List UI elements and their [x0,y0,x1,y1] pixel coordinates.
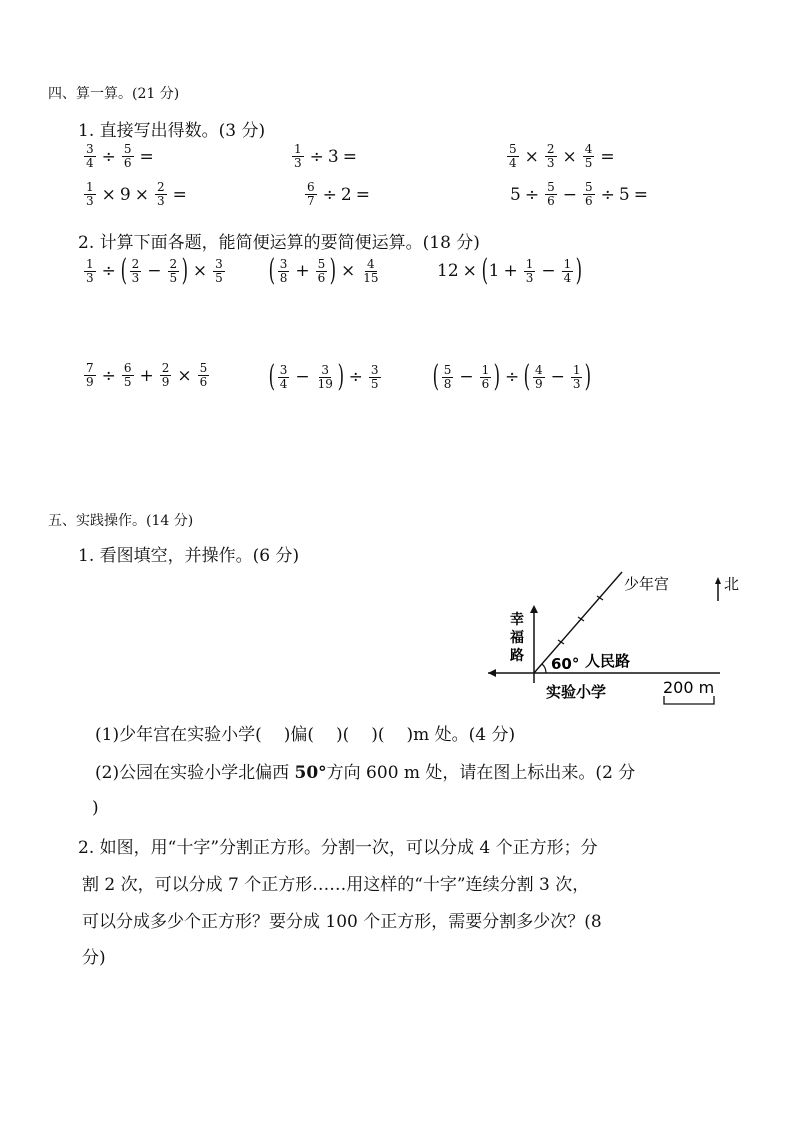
fraction: $\frac{1}{3}$ [86,256,94,285]
s5-q1-title: 1. 看图填空，并操作。(6 分) [78,546,300,566]
calc-1-1: $\frac{3}{4}$ ÷ $\frac{5}{6}$ = [86,142,154,170]
fraction: $\frac{5}{6}$ [547,180,555,208]
fraction: $\frac{3}{19}$ [317,362,333,391]
map-figure [480,565,750,715]
angle-label: 60° [551,655,580,673]
fraction: $\frac{3}{5}$ [370,362,379,391]
fraction: $\frac{4}{5}$ [584,142,593,170]
school-label: 实验小学 [546,683,607,701]
section-5-title: 五、实践操作。(14 分) [48,513,194,529]
road-v-label-1: 幸 [510,612,524,628]
fraction: $\frac{3}{4}$ [279,362,288,391]
palace-label: 少年宫 [624,575,670,593]
fraction: $\frac{5}{6}$ [584,180,593,208]
fraction: $\frac{1}{3}$ [572,362,581,391]
fraction: $\frac{5}{6}$ [317,256,326,285]
road-h-label: 人民路 [585,652,631,670]
expr-3: 12 × ( 1 + $\frac{1}{3}$ − $\frac{1}{4}$ ) [437,253,583,288]
fraction: $\frac{2}{9}$ [161,361,170,389]
fraction: $\frac{4}{9}$ [534,362,543,391]
calc-1-2: $\frac{1}{3}$ ÷ 3 = [294,142,357,170]
fraction: $\frac{2}{3}$ [156,180,165,208]
q1-title: 1. 直接写出得数。(3 分) [78,121,266,141]
fraction: $\frac{1}{4}$ [563,256,572,285]
expr-4: $\frac{7}{9}$ ÷ $\frac{6}{5}$ + $\frac{2}{9}$ × $\frac{5}{6}$ [86,361,208,389]
calc-2-1: $\frac{1}{3}$ × 9 × $\frac{2}{3}$ = [86,180,187,208]
scale-label: 200 m [663,678,715,697]
fraction: $\frac{2}{3}$ [131,256,140,285]
q2-title: 2. 计算下面各题，能简便运算的要简便运算。(18 分) [78,233,480,253]
fraction: $\frac{2}{3}$ [546,142,555,170]
north-arrow-head-icon [715,577,721,584]
arrow-left-icon [488,669,496,677]
fraction: $\frac{1}{3}$ [525,256,534,285]
fraction: $\frac{3}{5}$ [215,256,223,285]
fraction: $\frac{5}{8}$ [443,362,452,391]
road-v-label-2: 福 [510,630,524,646]
arrow-up-icon [530,605,538,613]
fraction: $\frac{3}{8}$ [279,256,288,285]
fraction: $\frac{6}{7}$ [307,180,315,208]
fraction: $\frac{1}{6}$ [481,362,490,391]
fraction: $\frac{2}{5}$ [169,256,178,285]
fraction: $\frac{1}{3}$ [86,180,94,208]
sub-question-1: (1)少年宫在实验小学( )偏( )( )( )m 处。(4 分) [95,725,516,745]
s5-q2-line-1: 2. 如图，用“十字”分割正方形。分割一次，可以分成 4 个正方形；分 [78,838,598,858]
north-label: 北 [724,575,740,593]
fraction: $\frac{7}{9}$ [86,361,94,389]
calc-2-3: 5 ÷ $\frac{5}{6}$ − $\frac{5}{6}$ ÷ 5 = [510,180,648,208]
expr-1: $\frac{1}{3}$ ÷ ( $\frac{2}{3}$ − $\frac{2}{5}$ ) × $\frac{3}{5}$ [86,253,223,288]
scale-bar [664,696,714,704]
fraction: $\frac{5}{4}$ [509,142,517,170]
fraction: $\frac{5}{6}$ [199,361,208,389]
s5-q2-line-2: 割 2 次，可以分成 7 个正方形……用这样的“十字”连续分割 3 次， [82,875,590,895]
s5-q2-line-4: 分) [82,948,106,968]
angle-arc [542,664,546,673]
expr-2: ( $\frac{3}{8}$ + $\frac{5}{6}$ ) × $\frac{4}{15}$ [268,253,379,288]
fraction: $\frac{4}{15}$ [363,256,379,285]
calc-1-3: $\frac{5}{4}$ × $\frac{2}{3}$ × $\frac{4}{5}$ = [509,142,615,170]
fraction: $\frac{6}{5}$ [123,361,132,389]
fraction: $\frac{5}{6}$ [123,142,132,170]
calc-2-2: $\frac{6}{7}$ ÷ 2 = [307,180,370,208]
sub-question-2-cont: ) [92,798,99,818]
sub-question-2: (2)公园在实验小学北偏西 50°方向 600 m 处，请在图上标出来。(2 分 [95,763,636,783]
fraction: $\frac{3}{4}$ [86,142,94,170]
expr-6: ( $\frac{5}{8}$ − $\frac{1}{6}$ ) ÷ ( $\frac{4}{9}$ − $\frac{1}{3}$ ) [432,359,592,394]
fraction: $\frac{1}{3}$ [294,142,302,170]
expr-5: ( $\frac{3}{4}$ − $\frac{3}{19}$ ) ÷ $\frac{3}{5}$ [268,359,379,394]
road-v-label-3: 路 [510,648,524,664]
s5-q2-line-3: 可以分成多少个正方形？要分成 100 个正方形，需要分割多少次？(8 [82,912,602,932]
section-4-title: 四、算一算。(21 分) [48,86,180,102]
